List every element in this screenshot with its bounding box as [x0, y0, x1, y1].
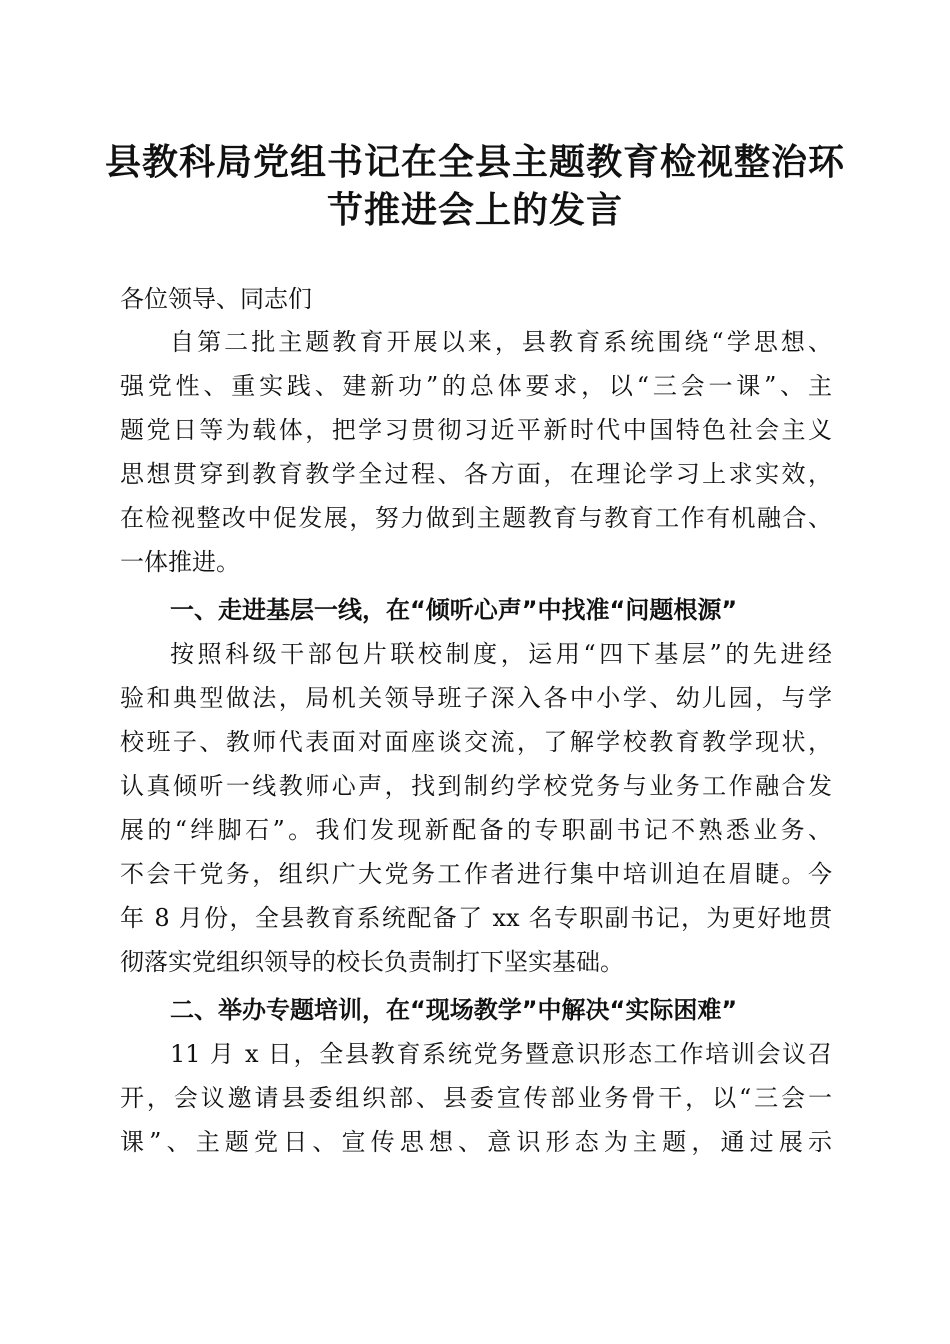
paragraph-1-line-6: 一体推进。 — [120, 548, 240, 576]
paragraph-2-line-4: 认真倾听一线教师心声，找到制约学校党务与业务工作融合发 — [120, 772, 832, 800]
paragraph-3-line-3: 课”、主题党日、宣传思想、意识形态为主题，通过展示 — [120, 1128, 832, 1156]
salutation: 各位领导、同志们 — [120, 285, 312, 313]
paragraph-2-line-2: 验和典型做法，局机关领导班子深入各中小学、幼儿园，与学 — [120, 684, 832, 712]
paragraph-1-line-5: 在检视整改中促发展，努力做到主题教育与教育工作有机融合、 — [120, 504, 832, 532]
paragraph-2-line-6: 不会干党务，组织广大党务工作者进行集中培训迫在眉睫。今 — [120, 860, 832, 888]
section-heading-2: 二、举办专题培训，在“现场教学”中解决“实际困难” — [170, 996, 738, 1024]
section-heading-1: 一、走进基层一线，在“倾听心声”中找准“问题根源” — [170, 596, 738, 624]
paragraph-3-line-2: 开，会议邀请县委组织部、县委宣传部业务骨干，以“三会一 — [120, 1084, 832, 1112]
document-title-line-1: 县教科局党组书记在全县主题教育检视整治环 — [104, 141, 845, 183]
paragraph-1-line-3: 题党日等为载体，把学习贯彻习近平新时代中国特色社会主义 — [120, 416, 832, 444]
paragraph-1-line-4: 思想贯穿到教育教学全过程、各方面，在理论学习上求实效， — [120, 460, 832, 488]
paragraph-1-line-2: 强党性、重实践、建新功”的总体要求，以“三会一课”、主 — [120, 372, 832, 400]
document-title-line-2: 节推进会上的发言 — [326, 189, 623, 231]
paragraph-2-line-1: 按照科级干部包片联校制度，运用“四下基层”的先进经 — [170, 640, 832, 668]
paragraph-3-line-1: 11 月 x 日，全县教育系统党务暨意识形态工作培训会议召 — [170, 1040, 832, 1068]
paragraph-1-line-1: 自第二批主题教育开展以来，县教育系统围绕“学思想、 — [170, 328, 832, 356]
paragraph-2-line-3: 校班子、教师代表面对面座谈交流，了解学校教育教学现状， — [120, 728, 832, 756]
paragraph-2-line-7: 年 8 月份，全县教育系统配备了 xx 名专职副书记，为更好地贯 — [120, 904, 832, 932]
paragraph-2-line-8: 彻落实党组织领导的校长负责制打下坚实基础。 — [120, 948, 624, 976]
paragraph-2-line-5: 展的“绊脚石”。我们发现新配备的专职副书记不熟悉业务、 — [120, 816, 832, 844]
